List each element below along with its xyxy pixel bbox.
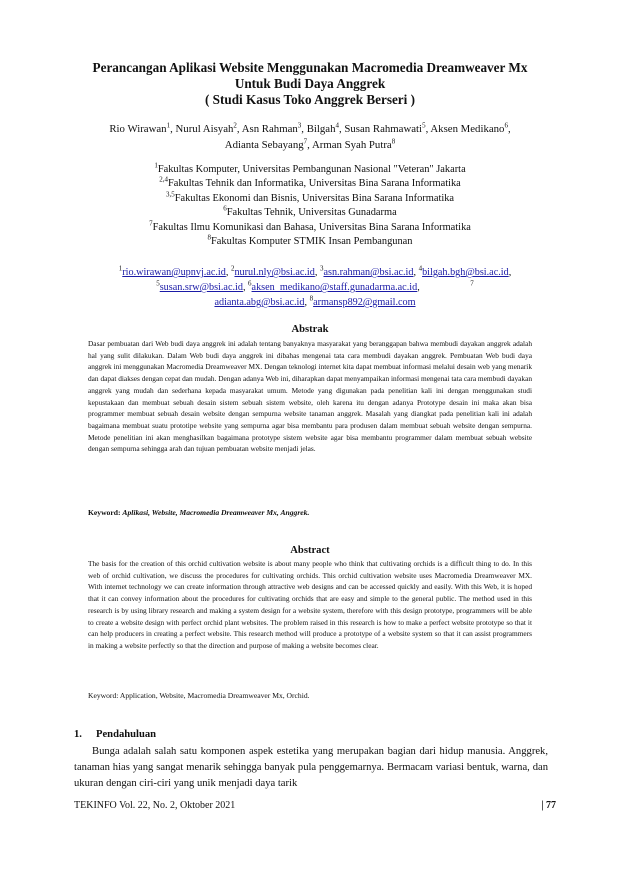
- author-name: Asn Rahman: [241, 123, 298, 135]
- section-title: Pendahuluan: [96, 729, 157, 740]
- section-number: 1.: [74, 729, 82, 740]
- author-list: [60, 121, 560, 153]
- affiliation-sup: 8: [207, 233, 212, 242]
- author-name: Arman Syah Putra: [311, 139, 392, 151]
- abstrak-text: Dasar pembuatan dari Web budi daya anggrek ini adalah tentang banyaknya masyarakat yang beranggapan bahwa membudi dayakan anggrek adalah hal yang sulit dilakukan. Dalam Web budi daya anggrek ini dibahas mengenai tata cara membudi dayakan anggrek. Pembuatan Web budi daya anggrek ini menggunakan Macromedia Dreamweaver MX. Dengan teknologi internet kita dapat membuat informasi melalui desain web yang menarik dan dapat diakses dengan cepat dan mudah. Dengan adanya Web ini, diharapkan dapat menyampaikan informasi mengenai tata cara membudi dayakan anggrek yang mudah dan sederhana kepada masyarakat umum. Metode yang digunakan pada penelitian kali ini dengan menggunakan studi kepustakaan dan membuat sebuah desain sistem sebuah sistem website, oleh karena itu dengan adanya Prototype desain ini maka akan bisa programmer membuat sebuah desain website dengan sempurna website tanaman anggrek. Masalah yang diangkat pada penelitian kali ini adalah bagaimana membuat suatu prototipe website yang sempurna agar bisa membantu para produsen dalam membuat sebuah website dengan sempurna. Metode penelitian ini akan menghasilkan bagaimana prototype sistem website agar bisa membantu programmer dalam membuat sebuah website dengan sempurna sehingga arah dan tujuan pembuatan website menjadi jelas.: [88, 339, 532, 454]
- author-name: Adianta Sebayang: [224, 139, 304, 151]
- keyword-label: Keyword:: [88, 508, 121, 517]
- affiliation-text: Fakultas Ekonomi dan Bisnis, Universitas Bina Sarana Informatika: [174, 192, 455, 204]
- footer-journal: TEKINFO Vol. 22, No. 2, Oktober 2021: [74, 800, 236, 811]
- affiliation-text: Fakultas Tehnik, Universitas Gunadarma: [226, 207, 397, 219]
- author-sup: 4: [335, 121, 339, 130]
- abstrak-heading: Abstrak: [291, 324, 329, 335]
- email-line-3: adianta.abg@bsi.ac.id, $^8$armansp892@gmail.com: [214, 294, 416, 308]
- email-link[interactable]: aksen_medikano@staff.gunadarma.ac.id: [251, 282, 418, 293]
- title-line-2: Untuk Budi Daya Anggrek: [234, 76, 386, 91]
- footer-page-number: | 77: [541, 800, 556, 811]
- author-name: Nurul Aisyah: [175, 123, 234, 135]
- author-name: Bilgah: [306, 123, 336, 135]
- affiliation-sup: 6: [223, 204, 227, 213]
- paper-title: [70, 60, 550, 108]
- affiliation-text: Fakultas Komputer STMIK Insan Pembangunan: [211, 236, 413, 248]
- author-sup: 8: [391, 137, 396, 146]
- abstract-heading: Abstract: [290, 545, 330, 556]
- abstract-keywords: [88, 690, 532, 701]
- email-link[interactable]: bilgah.bgh@bsi.ac.id: [422, 267, 509, 278]
- affiliation-sup: 1: [154, 161, 158, 170]
- affiliation-text: Fakultas Tehnik dan Informatika, Universitas Bina Sarana Informatika: [167, 178, 461, 190]
- affiliation-item: [60, 192, 560, 206]
- author-sup: 2: [233, 121, 237, 130]
- author-line-1: Rio Wirawan$^1$, Nurul Aisyah$^2$, Asn Rahman$^3$, Bilgah$^4$, Susan Rahmawati$^5$, Aksen Medikano$^6$,: [109, 121, 511, 135]
- abstrak-keywords: [88, 507, 532, 518]
- affiliation-sup: 3,5: [165, 190, 175, 199]
- email-link[interactable]: armansp892@gmail.com: [313, 297, 416, 308]
- email-sup: 7: [470, 279, 474, 288]
- email-line-1: $^1$rio.wirawan@upnvj.ac.id, $^2$nurul.nly@bsi.ac.id, $^3$asn.rahman@bsi.ac.id, $^4$bilgah.bgh@bsi.ac.id,: [118, 264, 512, 278]
- author-sup: 5: [422, 121, 426, 130]
- email-sup: 6: [248, 279, 252, 288]
- email-link[interactable]: nurul.nly@bsi.ac.id: [234, 267, 315, 278]
- affiliation-item: [60, 206, 560, 220]
- keyword-value: Application, Website, Macromedia Dreamweaver Mx, Orchid.: [119, 691, 310, 700]
- author-name: Susan Rahmawati: [344, 123, 423, 135]
- keyword-label: Keyword:: [88, 691, 119, 700]
- author-name: Aksen Medikano: [430, 123, 505, 135]
- author-sup: 1: [166, 121, 171, 130]
- affiliation-list: [60, 163, 560, 249]
- affiliation-text: Fakultas Ilmu Komunikasi dan Bahasa, Universitas Bina Sarana Informatika: [152, 221, 471, 233]
- email-line-2: $^5$susan.srw@bsi.ac.id, $^6$aksen_medikano@staff.gunadarma.ac.id, $^7$: [156, 279, 474, 293]
- author-sup: 6: [504, 121, 508, 130]
- affiliation-text: Fakultas Komputer, Universitas Pembangunan Nasional "Veteran" Jakarta: [157, 164, 466, 175]
- keyword-value: Aplikasi, Website, Macromedia Dreamweaver Mx, Anggrek.: [122, 508, 310, 517]
- email-list: [60, 265, 570, 310]
- affiliation-sup: 2,4: [159, 175, 168, 184]
- affiliation-item: [60, 235, 560, 249]
- section-body: [74, 744, 548, 793]
- author-name: Rio Wirawan: [109, 123, 167, 135]
- affiliation-item: [60, 177, 560, 191]
- section-heading: [74, 729, 156, 740]
- email-sup: 3: [319, 264, 324, 273]
- body-paragraph: Bunga adalah salah satu komponen aspek estetika yang merupakan bagian dari hidup manusia. Anggrek, tanaman hias yang sangat menarik sehingga banyak pula penggemarnya. Bermacam variasi bentuk, warna, dan ukuran dengan ciri-ciri yang unik menjadi daya tarik: [74, 746, 548, 790]
- email-link[interactable]: adianta.abg@bsi.ac.id: [214, 297, 305, 308]
- author-sup: 7: [303, 137, 308, 146]
- email-sup: 4: [418, 264, 423, 273]
- affiliation-sup: 7: [149, 219, 153, 228]
- title-line-1: Perancangan Aplikasi Website Menggunakan Macromedia Dreamweaver Mx: [92, 60, 528, 75]
- author-line-2: Adianta Sebayang$^7$, Arman Syah Putra$^8$: [224, 137, 396, 151]
- email-sup: 1: [118, 264, 123, 273]
- affiliation-item: [60, 221, 560, 235]
- email-sup: 5: [156, 279, 160, 288]
- abstract-text: The basis for the creation of this orchid cultivation website is about many people who think that cultivating orchids is a difficult thing to do. In this web of orchid cultivation, we discuss the procedures for cultivating orchids. This orchid cultivation website uses Macromedia Dreamweaver MX. With internet technology we can create information through attractive web designs and can be accessed quickly and easily. With this Web, it is hoped that it can convey information about the procedures for cultivating orchids that are easy and simple to the general public. The method used in this research is by using library research and making a system design for a website system, therefore with this design prototype, programmers will be able to create a website design with perfect orchid plant websites. The problem raised in this research is how to make a perfect website prototype so that it can help producers in creating a perfect website. This research method will produce a prototype of a website system so that it can assist programmers in making a website perfectly so that the direction and purpose of making a website becomes clear.: [88, 559, 532, 650]
- title-line-3: ( Studi Kasus Toko Anggrek Berseri ): [204, 92, 416, 107]
- affiliation-item: [60, 163, 560, 177]
- author-sup: 3: [297, 121, 302, 130]
- email-link[interactable]: asn.rahman@bsi.ac.id: [323, 267, 414, 278]
- email-sup: 2: [230, 264, 235, 273]
- email-sup: 8: [309, 294, 314, 303]
- email-link[interactable]: rio.wirawan@upnvj.ac.id: [122, 267, 226, 278]
- email-link[interactable]: susan.srw@bsi.ac.id: [159, 282, 243, 293]
- page-footer: [74, 800, 556, 811]
